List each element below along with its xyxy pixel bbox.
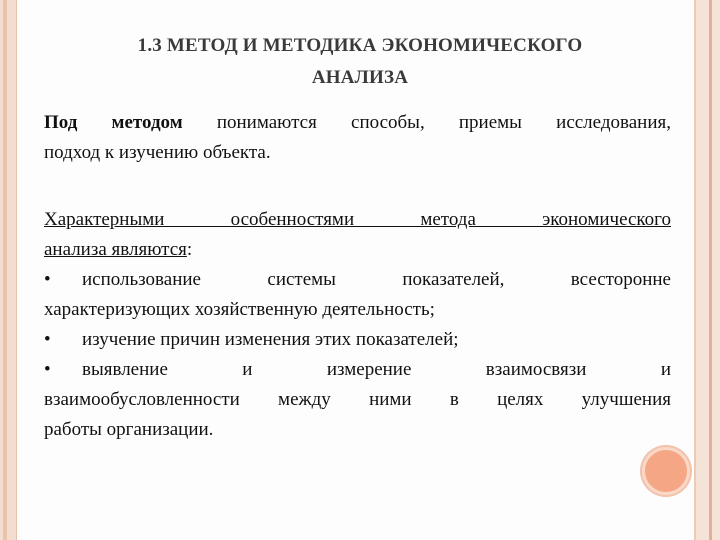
slide-title [40,30,680,94]
features-intro-colon: : [186,239,193,260]
definition-line-2: подход к изучению объекта. [44,142,271,163]
right-bar-stripe [709,0,712,540]
title-line-1: 1.3 МЕТОД И МЕТОДИКА ЭКОНОМИЧЕСКОГО [137,35,583,56]
definition-paragraph [44,108,671,168]
title-line-2: АНАЛИЗА [311,67,409,88]
list-item [44,265,671,295]
left-bar-stripe [3,0,7,540]
left-decorative-bar [0,0,17,540]
bullet-1-line-2: характеризующих хозяйственную деятельность; [44,299,435,320]
definition-line-1 [44,108,671,138]
right-decorative-bar [694,0,720,540]
decorative-circle-icon [642,447,690,495]
bullet-icon: • [44,329,51,350]
list-item [44,355,671,385]
definition-term: Под методом [44,112,183,133]
list-item [44,325,671,355]
bullet-3-line-2: взаимообусловленности между ними в целях улучшения [44,389,671,410]
bullet-icon: • [44,269,51,290]
definition-text: понимаются способы, приемы исследования, [182,112,671,133]
bullet-2-line-1: изучение причин изменения этих показателей; [82,329,459,350]
features-paragraph [44,205,671,445]
features-intro-line-2 [44,235,671,265]
bullet-3-line-3: работы организации. [44,419,214,440]
features-intro-underlined: анализа являются [44,239,187,260]
bullet-icon: • [44,359,51,380]
bullet-1-line-1: использование системы показателей, всесторонне [82,269,671,290]
bullet-3-line-1: выявление и измерение взаимосвязи и [82,359,671,380]
features-intro-line-1: Характерными особенностями метода экономического [44,209,671,230]
